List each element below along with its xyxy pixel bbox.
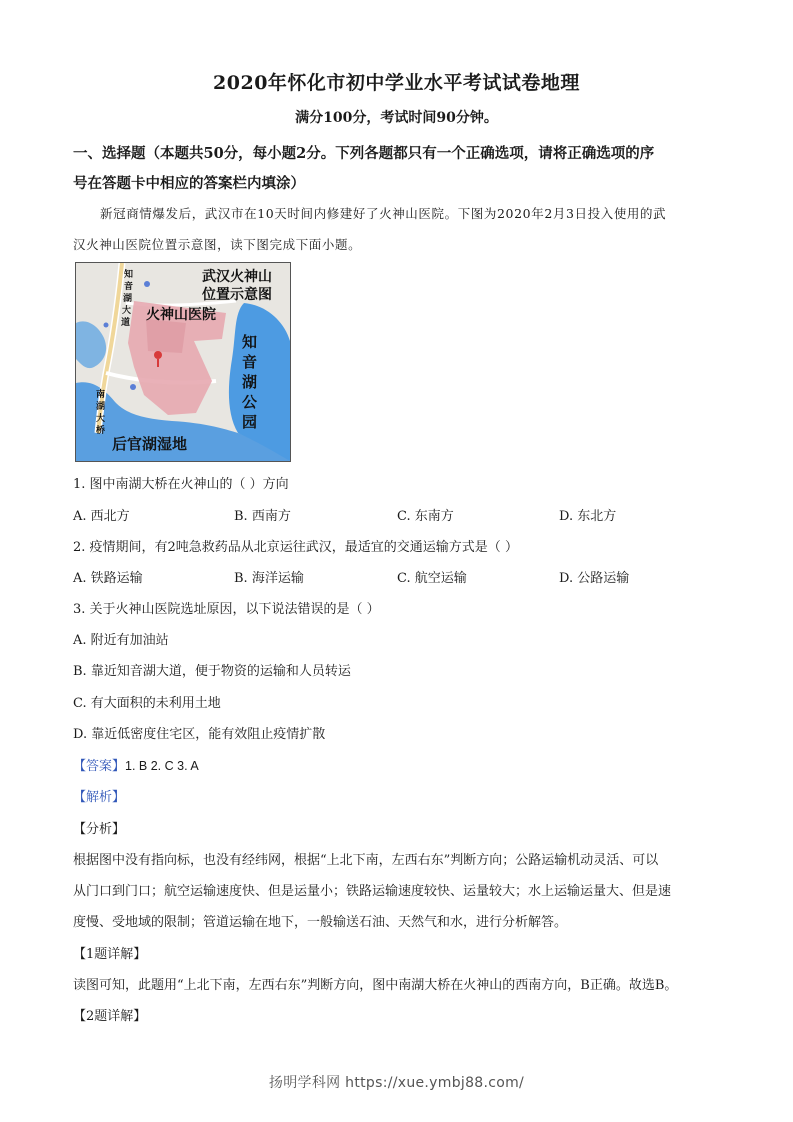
footer-watermark: 扬明学科网 https://xue.ymbj88.com/ [268, 1075, 525, 1091]
map-road-char: 音 [124, 282, 134, 292]
map-park-char: 知 [242, 333, 258, 351]
fenxi-line2: 从门口到门口；航空运输速度快、但是运量小；铁路运输速度较快、运量较大；水上运输运量大、但是速 [73, 884, 672, 899]
map-title-line2: 位置示意图 [202, 287, 272, 303]
map-bridge-char: 大 [96, 414, 106, 424]
page-title: 2020年怀化市初中学业水平考试试卷地理 [213, 72, 580, 94]
map-hospital-label: 火神山医院 [146, 307, 216, 323]
map-title-line1: 武汉火神山 [202, 269, 272, 285]
map-bridge-char: 桥 [96, 426, 106, 436]
map-park-char: 湖 [242, 373, 258, 391]
question-1-option-a: A. 西北方 [73, 509, 130, 524]
location-map [75, 262, 291, 462]
map-road-char: 知 [124, 270, 134, 280]
intro-line1: 新冠商情爆发后，武汉市在10天时间内修建好了火神山医院。下图为2020年2月3日投入使用的武 [100, 206, 667, 221]
page-subtitle: 满分100分，考试时间90分钟。 [295, 110, 498, 126]
section-heading-line2: 号在答题卡中相应的答案栏内填涂） [73, 175, 305, 192]
question-2-stem: 2. 疫情期间，有2吨急救药品从北京运往武汉，最适宜的交通运输方式是（ ） [73, 540, 518, 555]
answer-label: 【答案】 [73, 759, 126, 774]
fenxi-line1: 根据图中没有指向标，也没有经纬网，根据“上北下南，左西右东”判断方向；公路运输机动灵活、可以 [73, 853, 659, 868]
map-road-char: 湖 [123, 294, 133, 304]
question-2-option-a: A. 铁路运输 [73, 571, 143, 586]
answer-text: 1. B 2. C 3. A [125, 759, 199, 773]
question-2-option-c: C. 航空运输 [397, 571, 467, 586]
section-heading-line1: 一、选择题（本题共50分，每小题2分。下列各题都只有一个正确选项，请将正确选项的序 [73, 145, 655, 162]
fenxi-label: 【分析】 [73, 822, 126, 837]
q1-detail-text: 读图可知，此题用“上北下南，左西右东”判断方向，图中南湖大桥在火神山的西南方向，B正确。故选B。 [73, 978, 678, 993]
question-1-option-b: B. 西南方 [234, 509, 291, 524]
question-1-option-c: C. 东南方 [397, 509, 454, 524]
map-bridge-char: 湖 [96, 402, 106, 412]
question-3-stem: 3. 关于火神山医院选址原因，以下说法错误的是（ ） [73, 602, 380, 617]
question-1-option-d: D. 东北方 [559, 509, 617, 524]
question-2-option-d: D. 公路运输 [559, 571, 630, 586]
map-park-char: 公 [242, 393, 258, 411]
map-wetland-label: 后官湖湿地 [112, 435, 188, 453]
question-1-stem: 1. 图中南湖大桥在火神山的（ ）方向 [73, 477, 289, 492]
map-park-char: 园 [242, 413, 258, 431]
question-3-option-b: B. 靠近知音湖大道，便于物资的运输和人员转运 [73, 664, 351, 679]
question-3-option-a: A. 附近有加油站 [73, 633, 169, 648]
intro-line2: 汉火神山医院位置示意图，读下图完成下面小题。 [73, 237, 362, 252]
q1-detail-label: 【1题详解】 [73, 947, 147, 962]
question-2-option-b: B. 海洋运输 [234, 571, 304, 586]
map-park-char: 音 [242, 353, 258, 371]
map-road-char: 大 [122, 306, 132, 316]
q2-detail-label: 【2题详解】 [73, 1009, 147, 1024]
question-3-option-c: C. 有大面积的未利用土地 [73, 696, 221, 711]
jiexi-label: 【解析】 [73, 790, 126, 805]
map-bridge-char: 南 [96, 390, 106, 400]
answer-line [73, 755, 199, 774]
map-road-char: 道 [121, 318, 131, 328]
fenxi-line3: 度慢、受地域的限制；管道运输在地下，一般输送石油、天然气和水，进行分析解答。 [73, 915, 568, 930]
question-3-option-d: D. 靠近低密度住宅区，能有效阻止疫情扩散 [73, 727, 326, 742]
